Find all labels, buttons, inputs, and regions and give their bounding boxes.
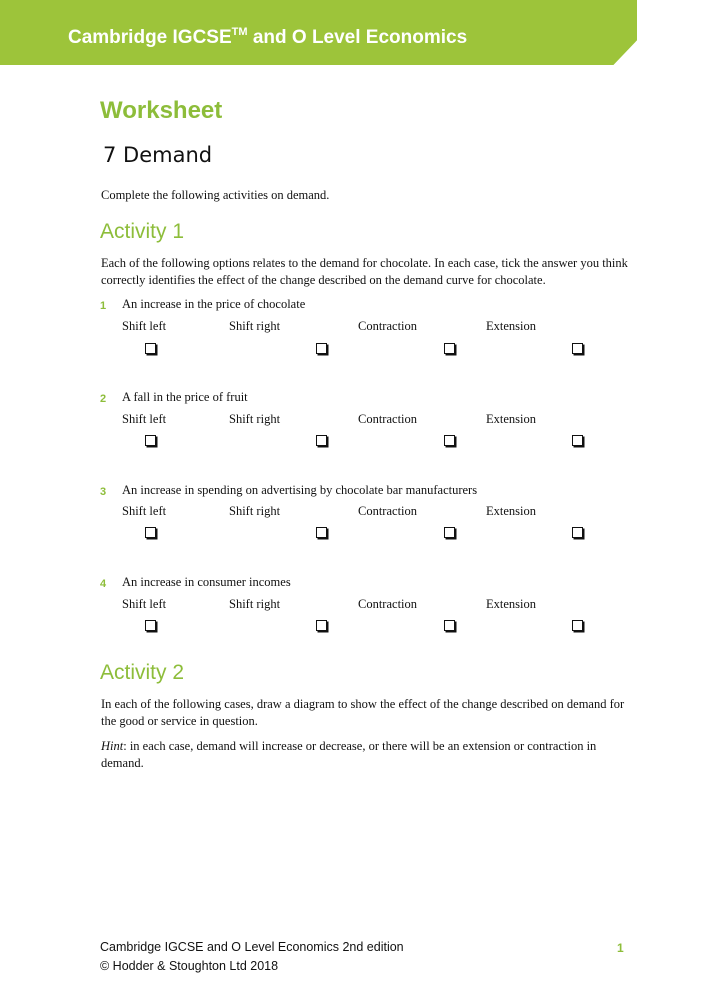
hint-label: Hint	[101, 739, 124, 753]
checkbox-contraction[interactable]	[444, 620, 455, 631]
question-text: A fall in the price of fruit	[122, 390, 248, 404]
question-text: An increase in the price of chocolate	[122, 297, 306, 311]
checkbox-extension[interactable]	[572, 435, 583, 446]
checkbox-extension[interactable]	[572, 343, 583, 354]
activity-1-title: Activity 1	[100, 220, 185, 243]
checkbox-extension[interactable]	[572, 527, 583, 538]
hint-body: : in each case, demand will increase or decrease, or there will be an extension or contraction in demand.	[101, 739, 597, 770]
checkbox-shift-right[interactable]	[316, 620, 327, 631]
checkbox-contraction[interactable]	[444, 527, 455, 538]
page-number: 1	[617, 941, 624, 955]
checkbox-contraction[interactable]	[444, 343, 455, 354]
checkbox-shift-left[interactable]	[145, 435, 156, 446]
header-title	[68, 27, 467, 49]
question-number: 1	[100, 300, 107, 312]
checkbox-shift-left[interactable]	[145, 620, 156, 631]
checkbox-shift-right[interactable]	[316, 435, 327, 446]
intro-text: Complete the following activities on demand.	[101, 188, 330, 202]
option-shift-right: Shift right	[229, 319, 281, 333]
checkbox-contraction[interactable]	[444, 435, 455, 446]
option-extension: Extension	[486, 319, 536, 333]
question-text: An increase in consumer incomes	[122, 575, 291, 589]
option-shift-left: Shift left	[122, 412, 167, 426]
worksheet-heading: Worksheet	[100, 97, 223, 124]
trademark-mark: TM	[231, 26, 248, 38]
checkbox-shift-left[interactable]	[145, 343, 156, 354]
checkbox-shift-left[interactable]	[145, 527, 156, 538]
checkbox-shift-right[interactable]	[316, 527, 327, 538]
option-shift-left: Shift left	[122, 319, 167, 333]
option-contraction: Contraction	[358, 597, 418, 611]
question-text: An increase in spending on advertising by chocolate bar manufacturers	[122, 483, 478, 497]
topic-title: 7 Demand	[103, 143, 213, 167]
option-shift-left: Shift left	[122, 504, 167, 518]
question-number: 2	[100, 393, 107, 405]
activity-1-instructions: Each of the following options relates to the demand for chocolate. In each case, tick the answer you think correctly identifies the effect of the change described on the demand curve for chocolate.	[101, 256, 628, 287]
option-extension: Extension	[486, 412, 536, 426]
footer-edition: Cambridge IGCSE and O Level Economics 2nd edition	[100, 940, 404, 954]
header-title-prefix: Cambridge IGCSE	[68, 27, 232, 48]
option-contraction: Contraction	[358, 504, 418, 518]
activity-2-title: Activity 2	[100, 661, 185, 684]
option-extension: Extension	[486, 597, 536, 611]
hint-text	[101, 738, 631, 772]
option-shift-right: Shift right	[229, 597, 281, 611]
question-number: 3	[100, 486, 107, 498]
option-shift-left: Shift left	[122, 597, 167, 611]
question-number: 4	[100, 578, 107, 590]
header-title-suffix: and O Level Economics	[247, 27, 468, 48]
checkbox-extension[interactable]	[572, 620, 583, 631]
option-shift-right: Shift right	[229, 412, 281, 426]
option-shift-right: Shift right	[229, 504, 281, 518]
activity-2-instructions: In each of the following cases, draw a diagram to show the effect of the change described on demand for the good or service in question.	[101, 697, 625, 728]
option-extension: Extension	[486, 504, 536, 518]
footer-copyright: © Hodder & Stoughton Ltd 2018	[100, 959, 279, 973]
checkbox-shift-right[interactable]	[316, 343, 327, 354]
option-contraction: Contraction	[358, 319, 418, 333]
option-contraction: Contraction	[358, 412, 418, 426]
